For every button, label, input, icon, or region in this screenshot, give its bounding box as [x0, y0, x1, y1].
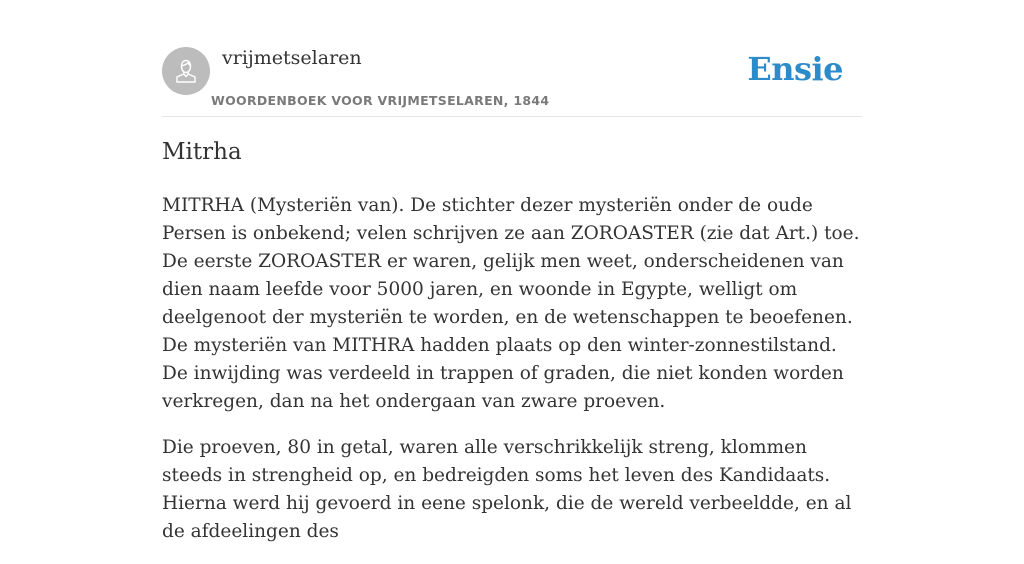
article-paragraph: MITRHA (Mysteriën van). De stichter dezer mysteriën onder de oude Persen is onbekend; velen schrijven ze aan ZOROASTER (zie dat Art.) toe. De eerste ZOROASTER er waren, gelijk men weet, onderscheidenen van dien naam leefde voor 5000 jaren, en woonde in Egypte, welligt om deelgenoot der mysteriën te worden, en de wetenschappen te beoefenen. De mysteriën van MITHRA hadden plaats op den winter-zonnestilstand. De inwijding was verdeeld in trappen of graden, die niet konden worden verkregen, dan na het ondergaan van zware proeven.	[162, 195, 860, 412]
article-body	[162, 192, 862, 564]
ensie-logo[interactable]: Ensie	[747, 50, 843, 88]
article-paragraph: Die proeven, 80 in getal, waren alle verschrikkelijk streng, klommen steeds in strengheid op, en bedreigden soms het leven des Kandidaats. Hierna werd hij gevoerd in eene spelonk, die de wereld verbeeldde, en al de afdeelingen des	[162, 437, 852, 542]
source-link[interactable]: WOORDENBOEK VOOR VRIJMETSELAREN, 1844	[211, 93, 550, 108]
page-title: Mitrha	[162, 139, 242, 165]
author-link[interactable]: vrijmetselaren	[222, 47, 362, 69]
article-header	[162, 46, 862, 117]
user-icon	[171, 56, 201, 86]
author-avatar[interactable]	[162, 47, 210, 95]
